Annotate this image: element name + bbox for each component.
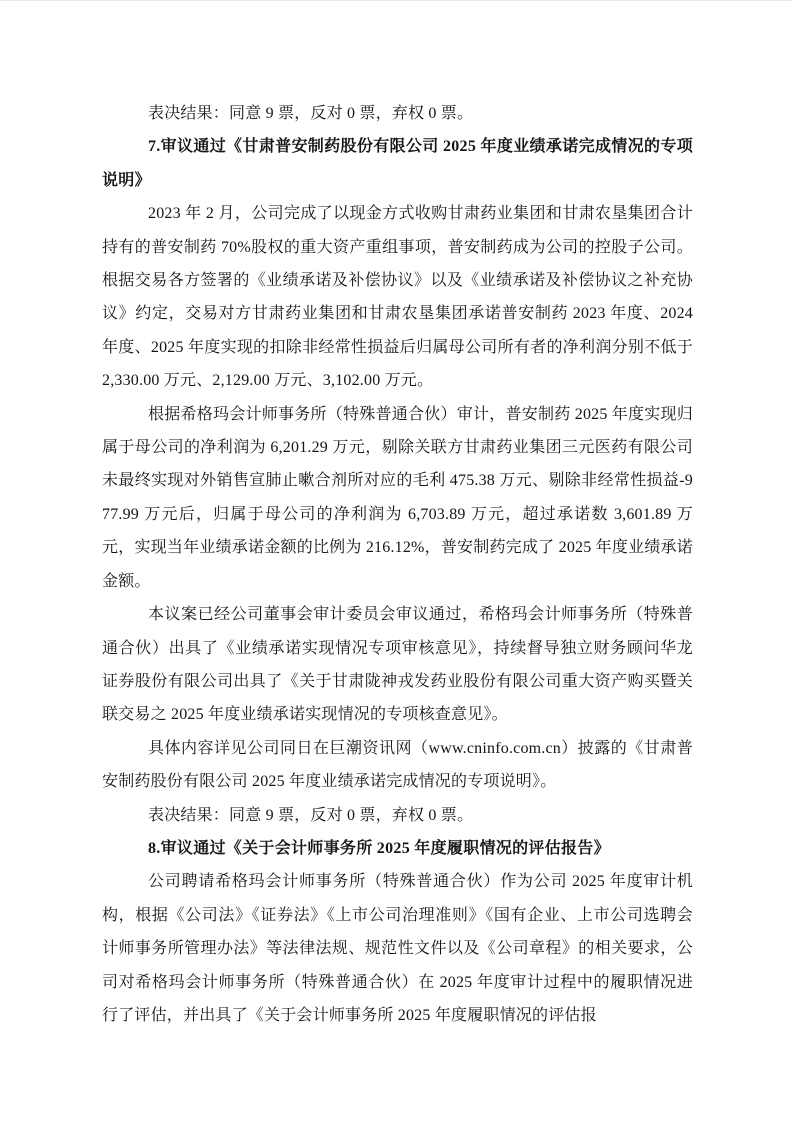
heading-item-7: 7.审议通过《甘肃普安制药股份有限公司 2025 年度业绩承诺完成情况的专项说明》	[102, 138, 693, 189]
heading-item-8: 8.审议通过《关于会计师事务所 2025 年度履职情况的评估报告》	[148, 839, 610, 857]
paragraph-audit-result: 根据希格玛会计师事务所（特殊普通合伙）审计，普安制药 2025 年度实现归属于母公司的净利润为 6,201.29 万元，剔除关联方甘肃药业集团三元医药有限公司未最终实现对外销售宣肺止嗽合剂所对应的毛利 475.38 万元、剔除非经常性损益-977.99 万元后，归属于母公司的净利润为 6,703.89 万元，超过承诺数 3,601.89 万元，实现当年业绩承诺金额的比例为 216.12%，普安制药完成了 2025 年度业绩承诺金额。	[102, 405, 693, 590]
vote-result-line-1: 表决结果：同意 9 票，反对 0 票，弃权 0 票。	[148, 105, 474, 122]
paragraph-auditor-evaluation: 公司聘请希格玛会计师事务所（特殊普通合伙）作为公司 2025 年度审计机构，根据《公司法》《证券法》《上市公司治理准则》《国有企业、上市公司选聘会计师事务所管理办法》等法律法规、规范性文件以及《公司章程》的相关要求，公司对希格玛会计师事务所（特殊普通合伙）在 2025 年度审计过程中的履职情况进行了评估，并出具了《关于会计师事务所 2025 年度履职情况的评估报	[102, 873, 693, 1024]
vote-result-line-2: 表决结果：同意 9 票，反对 0 票，弃权 0 票。	[148, 806, 474, 824]
paragraph-acquisition-background: 2023 年 2 月，公司完成了以现金方式收购甘肃药业集团和甘肃农垦集团合计持有的普安制药 70%股权的重大资产重组事项，普安制药成为公司的控股子公司。根据交易各方签署的《业绩承诺及补偿协议》以及《业绩承诺及补偿协议之补充协议》约定，交易对方甘肃药业集团和甘肃农垦集团承诺普安制药 2023 年度、2024 年度、2025 年度实现的扣除非经常性损益后归属母公司所有者的净利润分别不低于 2,330.00 万元、2,129.00 万元、3,102.00 万元。	[102, 205, 693, 390]
paragraph-disclosure-reference: 具体内容详见公司同日在巨潮资讯网（www.cninfo.com.cn）披露的《甘肃普安制药股份有限公司 2025 年度业绩承诺完成情况的专项说明》。	[102, 739, 693, 791]
paragraph-committee-review: 本议案已经公司董事会审计委员会审议通过，希格玛会计师事务所（特殊普通合伙）出具了《业绩承诺实现情况专项审核意见》，持续督导独立财务顾问华龙证券股份有限公司出具了《关于甘肃陇神戎发药业股份有限公司重大资产购买暨关联交易之 2025 年度业绩承诺实现情况的专项核查意见》。	[102, 606, 693, 724]
